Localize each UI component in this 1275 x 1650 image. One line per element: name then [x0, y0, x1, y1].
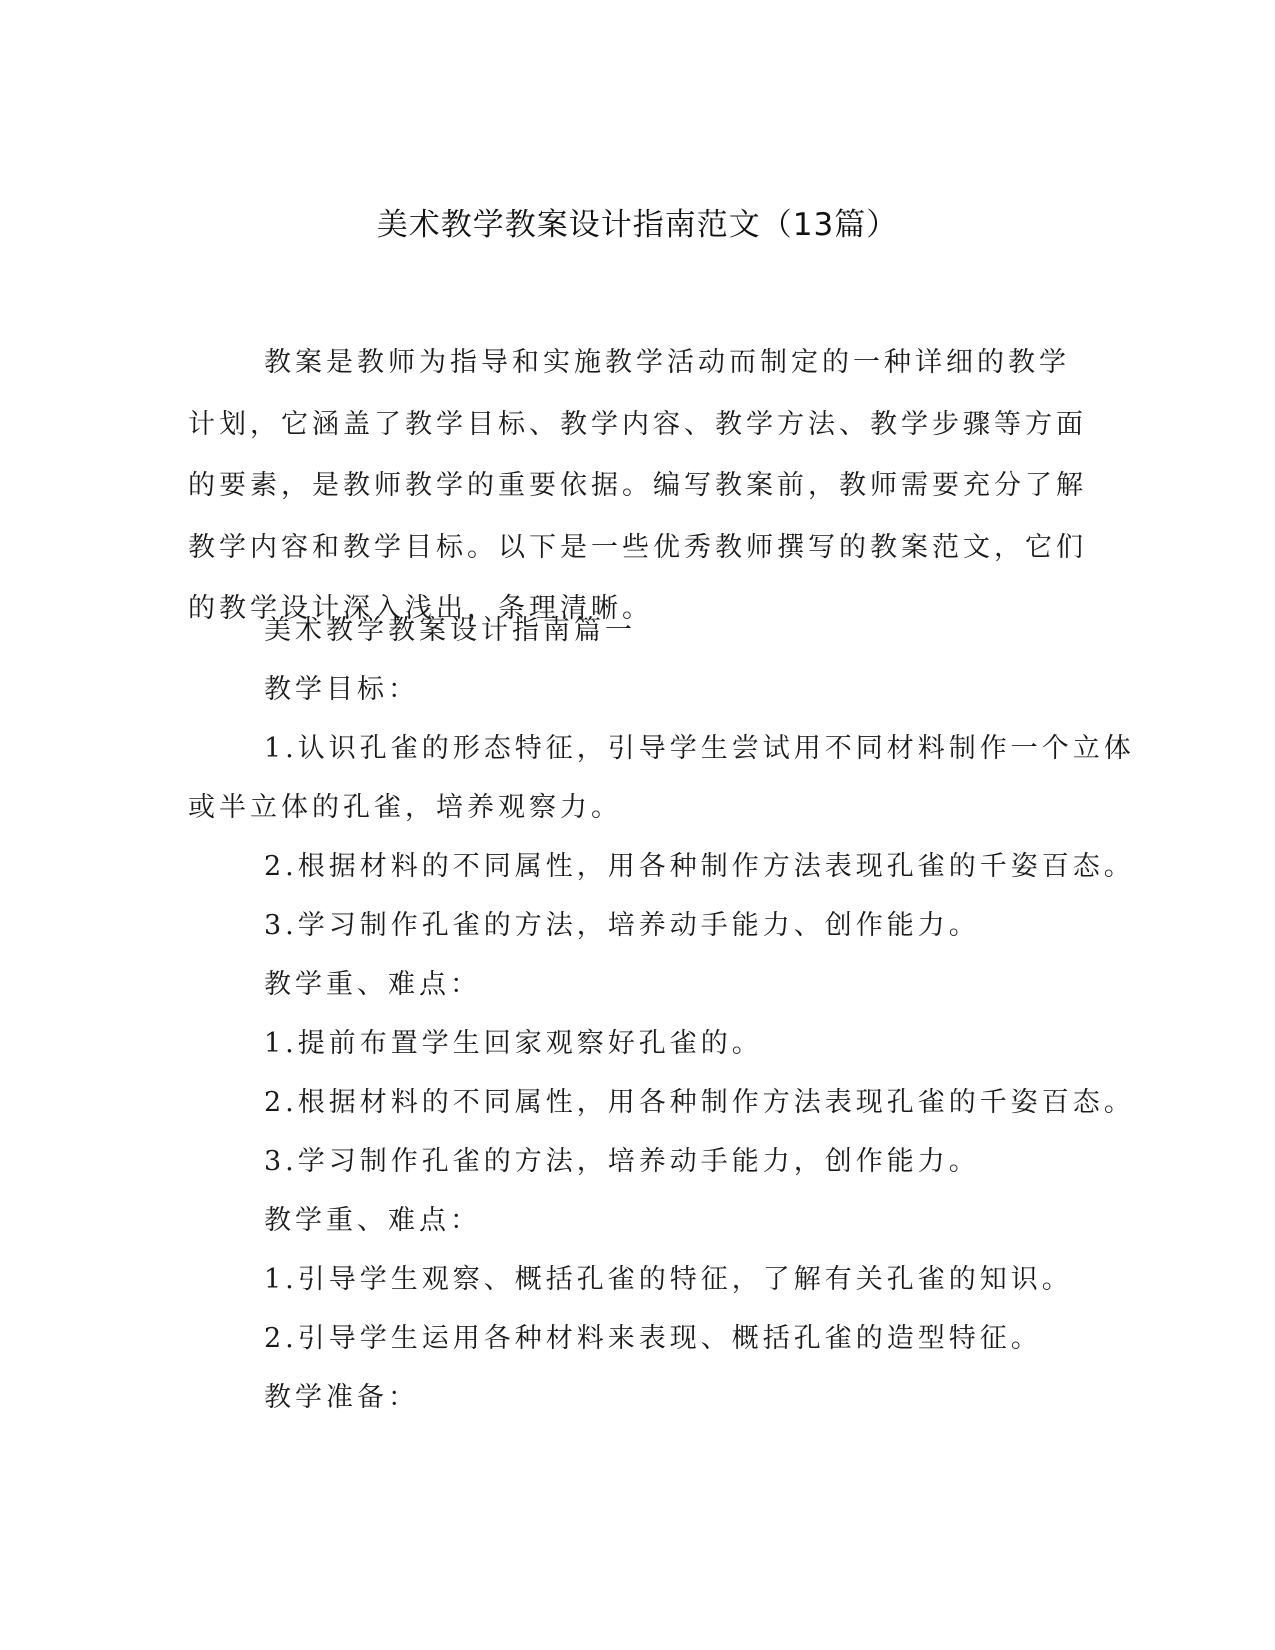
- objective-item-2: 2.根据材料的不同属性，用各种制作方法表现孔雀的千姿百态。: [264, 851, 1135, 882]
- key-point-item-2: 2.根据材料的不同属性，用各种制作方法表现孔雀的千姿百态。: [264, 1087, 1135, 1118]
- objective-item-1-continued: 或半立体的孔雀，培养观察力。: [188, 792, 622, 823]
- subheading-objectives: 教学目标：: [264, 674, 419, 705]
- subheading-key-points: 教学重、难点：: [264, 969, 481, 1000]
- key-point-item-1: 1.提前布置学生回家观察好孔雀的。: [264, 1028, 763, 1059]
- intro-paragraph: 教案是教师为指导和实施教学活动而制定的一种详细的教学计划，它涵盖了教学目标、教学内容、教学方法、教学步骤等方面的要素，是教师教学的重要依据。编写教案前，教师需要充分了解教学内容和教学目标。以下是一些优秀教师撰写的教案范文，它们的教学设计深入浅出，条理清晰。: [188, 347, 1087, 624]
- objective-item-3: 3.学习制作孔雀的方法，培养动手能力、创作能力。: [264, 910, 980, 941]
- document-title: 美术教学教案设计指南范文（13篇）: [376, 207, 899, 243]
- objective-item-1: 1.认识孔雀的形态特征，引导学生尝试用不同材料制作一个立体: [264, 733, 1135, 764]
- subheading-key-points-2: 教学重、难点：: [264, 1205, 481, 1236]
- key-point-2-item-1: 1.引导学生观察、概括孔雀的特征，了解有关孔雀的知识。: [264, 1264, 1073, 1295]
- key-point-2-item-2: 2.引导学生运用各种材料来表现、概括孔雀的造型特征。: [264, 1323, 1042, 1354]
- section-heading: 美术教学教案设计指南篇一: [264, 615, 636, 646]
- subheading-preparation: 教学准备：: [264, 1382, 419, 1413]
- key-point-item-3: 3.学习制作孔雀的方法，培养动手能力，创作能力。: [264, 1146, 980, 1177]
